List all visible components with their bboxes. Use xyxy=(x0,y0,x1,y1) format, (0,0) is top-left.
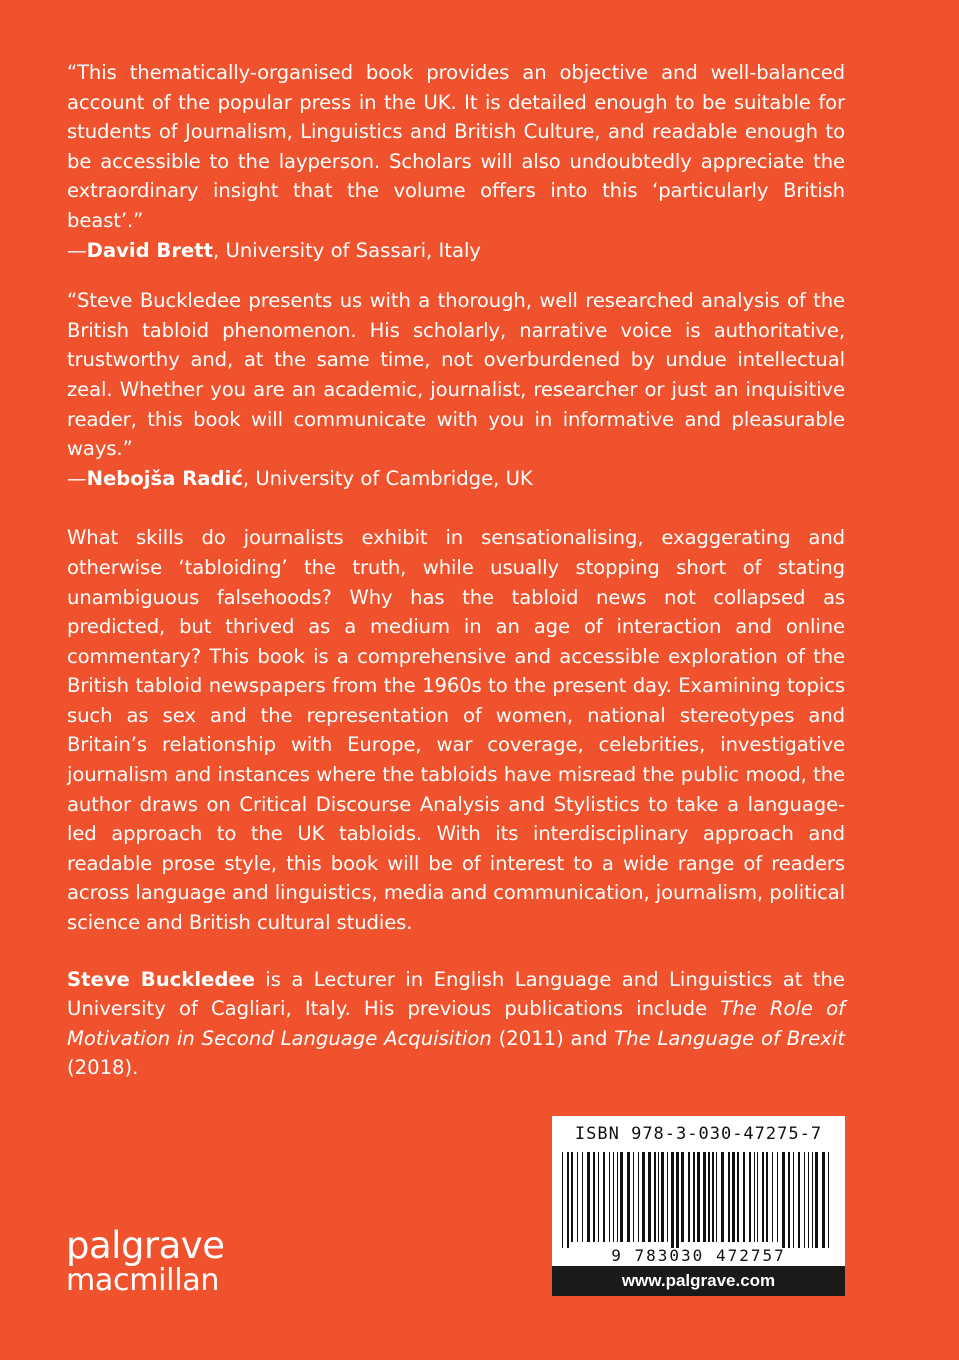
barcode-bar xyxy=(732,1152,735,1242)
barcode-bar xyxy=(654,1152,656,1242)
barcode-bar xyxy=(593,1152,595,1242)
barcode-panel xyxy=(552,1116,845,1296)
barcode-bar xyxy=(757,1152,758,1242)
barcode-bar xyxy=(762,1152,764,1242)
barcode-bar xyxy=(642,1152,645,1242)
barcode-bar xyxy=(822,1152,825,1248)
barcode-bar xyxy=(798,1152,800,1248)
bio-author-name: Steve Buckledee xyxy=(67,967,255,991)
barcode-bar xyxy=(693,1152,695,1242)
isbn-label: ISBN 978-3-030-47275-7 xyxy=(574,1124,823,1144)
book-description: What skills do journalists exhibit in sensationalising, exaggerating and otherwise ‘tabloiding’ the truth, while usually stopping short of stating unambiguous falsehoods? Why has the tabloid news not collapsed as predicted, but thrived as a medium in an age of interaction and online commentary? This book is a comprehensive and accessible exploration of the British tabloid newspapers from the 1960s to the present day. Examining topics such as sex and the representation of women, national stereotypes and Britain’s relationship with Europe, war coverage, celebrities, investigative journalism and instances where the tabloids have misread the public mood, the author draws on Critical Discourse Analysis and Stylistics to take a language-led approach to the UK tabloids. With its interdisciplinary approach and readable prose style, this book will be of interest to a wide range of readers across language and linguistics, media and communication, journalism, political science and British cultural studies. xyxy=(67,526,845,935)
barcode-icon xyxy=(560,1152,837,1248)
bio-book-2: The Language of Brexit xyxy=(614,1026,846,1050)
barcode-bar xyxy=(681,1152,684,1242)
barcode-bar xyxy=(708,1152,710,1242)
barcode-bar xyxy=(571,1152,573,1242)
barcode-bar xyxy=(703,1152,706,1242)
back-cover-text xyxy=(67,58,845,1083)
quote-1-attribution: —David Brett, University of Sassari, Italy xyxy=(67,238,482,262)
barcode-bar xyxy=(712,1152,714,1242)
barcode-bar xyxy=(658,1152,659,1242)
barcode-bar xyxy=(788,1152,790,1248)
barcode-bar xyxy=(582,1152,583,1242)
barcode-bar xyxy=(617,1152,618,1242)
barcode-bar xyxy=(777,1152,778,1242)
barcode-bar xyxy=(620,1152,623,1242)
publisher-logo xyxy=(66,1224,225,1298)
barcode-bar xyxy=(804,1152,805,1248)
barcode-bar xyxy=(567,1152,569,1248)
barcode-bar xyxy=(808,1152,809,1248)
barcode-bar xyxy=(743,1152,745,1242)
barcode-bar xyxy=(587,1152,590,1242)
barcode-bar xyxy=(671,1152,674,1248)
barcode-bar xyxy=(613,1152,614,1242)
barcode-bar xyxy=(633,1152,634,1242)
barcode-bar xyxy=(815,1152,818,1248)
barcode-bar xyxy=(609,1152,610,1242)
barcode-bar xyxy=(562,1152,563,1248)
barcode-bar xyxy=(697,1152,700,1242)
barcode-bar xyxy=(638,1152,639,1242)
barcode-bar xyxy=(782,1152,785,1248)
barcode-digits: 9 783030 472757 xyxy=(611,1246,786,1265)
barcode-bar xyxy=(676,1152,679,1248)
quote-2-affiliation: , University of Cambridge, UK xyxy=(242,466,533,490)
barcode-bar xyxy=(598,1152,599,1242)
barcode-bar xyxy=(749,1152,751,1242)
barcode-bar xyxy=(667,1152,668,1242)
barcode-bar xyxy=(728,1152,730,1242)
barcode-bar xyxy=(737,1152,739,1242)
publisher-logo-line1: palgrave xyxy=(66,1224,225,1267)
bio-book-1: The Role of Motivation in Second Language Acquisition xyxy=(67,997,846,1050)
barcode-bar xyxy=(721,1152,724,1242)
barcode-bar xyxy=(627,1152,630,1242)
barcode-bar xyxy=(688,1152,690,1242)
barcode-bar xyxy=(793,1152,794,1248)
barcode-bar xyxy=(754,1152,755,1242)
quote-2-text: “Steve Buckledee presents us with a thorough, well researched analysis of the British tabloid phenomenon. His scholarly, narrative voice is authoritative, trustworthy and, at the same time, not overburdened by undue intellectual zeal. Whether you are an academic, journalist, researcher or just an inquisitive reader, this book will communicate with you in informative and pleasurable ways.” xyxy=(67,289,845,461)
quote-1-text: “This thematically-organised book provides an objective and well-balanced account of the popular press in the UK. It is detailed enough to be suitable for students of Journalism, Linguistics and British Culture, and readable enough to be accessible to the layperson. Scholars will also undoubtedly appreciate the extraordinary insight that the volume offers into this ‘particularly British beast’.” xyxy=(67,61,845,232)
publisher-logo-line2: macmillan xyxy=(66,1263,220,1298)
quote-1-author: David Brett xyxy=(86,238,214,262)
publisher-url: www.palgrave.com xyxy=(552,1266,845,1296)
barcode-bar xyxy=(772,1152,773,1242)
barcode-bar xyxy=(603,1152,605,1242)
quote-2-author: Nebojša Radić xyxy=(86,466,243,490)
barcode-bar xyxy=(716,1152,717,1242)
barcode-bar xyxy=(812,1152,813,1248)
barcode-bar xyxy=(648,1152,651,1242)
author-bio: Steve Buckledee is a Lecturer in English Language and Linguistics at the University of Cagliari, Italy. His previous publications include The Role of Motivation in Second Language Acquisition (2011) and The Language of Brexit (2018). xyxy=(67,967,846,1080)
barcode-bar xyxy=(577,1152,578,1242)
barcode-bar xyxy=(828,1152,829,1248)
barcode-bar xyxy=(661,1152,664,1242)
quote-1-affiliation: , University of Sassari, Italy xyxy=(213,238,482,262)
quote-2-attribution: —Nebojša Radić, University of Cambridge, UK xyxy=(67,466,533,490)
barcode-bar xyxy=(766,1152,768,1242)
